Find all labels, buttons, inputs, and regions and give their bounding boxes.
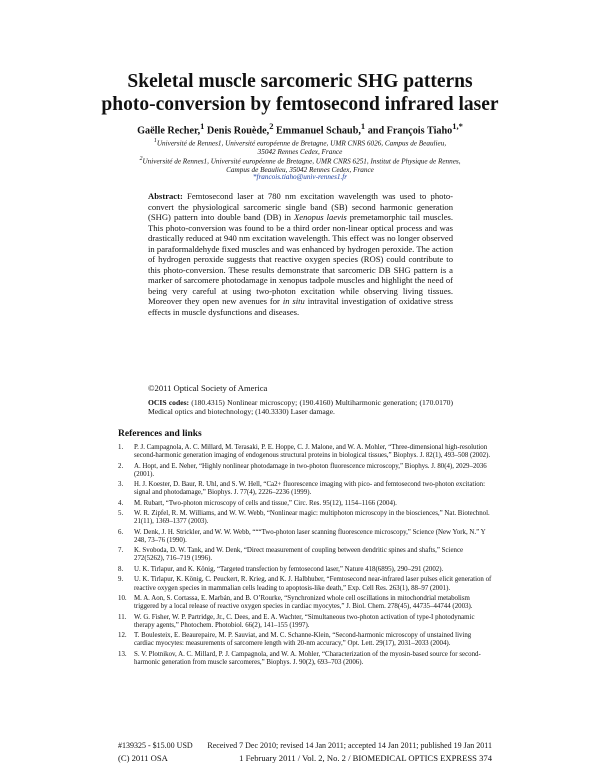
abstract [148, 191, 453, 317]
reference-text: S. V. Plotnikov, A. C. Millard, P. J. Campagnola, and W. A. Mohler, “Characterization of the myosin-based source for second-harmonic generation from muscle sarcomeres,” Biophys. J. 90(2), 693–703 (2006). [134, 650, 481, 666]
abstract-label: Abstract: [148, 191, 183, 201]
copyright-notice: ©2011 Optical Society of America [148, 383, 268, 393]
paper-title [60, 70, 540, 116]
reference-number: 7. [118, 547, 124, 555]
reference-text: W. Denk, J. H. Strickler, and W. W. Webb, “““Two-photon laser scanning fluorescence microscopy,” Science (New York, N.” Y 248, 73–76 (1990). [134, 528, 486, 544]
abstract-in-situ: in situ [282, 296, 305, 306]
reference-item [118, 444, 492, 460]
author-name: Emmanuel Schaub, [275, 125, 361, 137]
reference-item [118, 632, 492, 648]
author-list [60, 121, 540, 136]
reference-item [118, 566, 492, 574]
author-affiliation-mark: 1,* [452, 121, 463, 131]
reference-item [118, 500, 492, 508]
ocis-label: OCIS codes: [148, 398, 190, 407]
publication-history: Received 7 Dec 2010; revised 14 Jan 2011; accepted 14 Jan 2011; published 19 Jan 2011 [207, 741, 492, 750]
publisher-copyright: (C) 2011 OSA [118, 753, 168, 763]
reference-text: P. J. Campagnola, A. C. Millard, M. Terasaki, P. E. Hoppe, C. J. Malone, and W. A. Mohler, “Three-dimensional high-resolution second-harmonic generation imaging of endogenous structural proteins in biological tissues,” Biophys. J. 82(1), 493–508 (2002). [134, 444, 491, 460]
reference-number: 6. [118, 528, 124, 536]
author-affiliation-mark: 1 [360, 121, 366, 131]
reference-item [118, 651, 492, 667]
author-affiliation-mark: 2 [269, 121, 274, 131]
ocis-text: (180.4315) Nonlinear microscopy; (190.4160) Multiharmonic generation; (170.0170) Medical optics and biotechnology; (140.3330) Laser damage. [148, 398, 453, 417]
reference-number: 5. [118, 510, 124, 518]
affiliation-mark: 1 [153, 138, 157, 144]
reference-item [118, 463, 492, 479]
reference-number: 12. [118, 632, 127, 640]
reference-item [118, 481, 492, 497]
reference-text: M. Rubart, “Two-photon microscopy of cells and tissue,” Circ. Res. 95(12), 1154–1166 (2004). [134, 499, 397, 507]
reference-number: 9. [118, 576, 124, 584]
abstract-text-2: premetamorphic tail muscles. This photo-conversion was found to be a third order non-linear optical process and was drastically reduced at 940 nm excitation wavelength. This effect was no longer observed in paraformaldehyde fixed muscles and was enhanced by hydrogen peroxide. The action of hydrogen peroxide suggests that reactive oxygen species (ROS) could contribute to this photo-conversion. These results demonstrate that sarcomeric DB SHG pattern is a marker of sarcomere photodamage in xenopus tadpole muscles and highlight the need of being very careful at using two-photon excitation while observing living tissues. Moreover they open new avenues for [148, 212, 454, 306]
reference-number: 8. [118, 565, 124, 573]
affiliation-2 [70, 155, 530, 175]
abstract-text-1: Femtosecond laser at 780 nm excitation wavelength was used to photo-convert the physiological sarcomeric single band (SB) second harmonic generation (SHG) pattern into double band (DB) in [148, 191, 453, 222]
reference-list [118, 444, 492, 669]
reference-text: A. Hopt, and E. Neher, “Highly nonlinear photodamage in two-photon fluorescence microscopy,” Biophys. J. 80(4), 2029–2036 (2001). [134, 462, 487, 478]
abstract-species: Xenopus laevis [294, 212, 347, 222]
reference-text: U. K. Tirlapur, K. König, C. Peuckert, R. Krieg, and K. J. Halbhuber, “Femtosecond near-infrared laser pulses elicit generation of reactive oxygen species in mammalian cells leading to apoptosis-like death,” Exp. Cell Res. 263(1), 88–97 (2001). [134, 576, 492, 592]
title-line-1: Skeletal muscle sarcomeric SHG patterns [127, 71, 473, 92]
corresponding-email[interactable]: *francois.tiaho@univ-rennes1.fr [252, 173, 348, 181]
affiliation-2-line-1: Université de Rennes1, Université européenne de Bretagne, UMR CNRS 6251, Institut de Physique de Rennes, [142, 157, 461, 166]
affiliation-1-line-2: 35042 Rennes Cedex, France [257, 147, 343, 156]
reference-text: U. K. Tirlapur, and K. König, “Targeted transfection by femtosecond laser,” Nature 418(6895), 290–291 (2002). [134, 565, 444, 573]
reference-number: 11. [118, 613, 127, 621]
reference-text: M. A. Aon, S. Cortassa, E. Marbán, and B. O’Rourke, “Synchronized whole cell oscillations in mitochondrial metabolism triggered by a local release of reactive oxygen species in cardiac myocytes,” J. Biol. Chem. 278(45), 44735–44744 (2003). [134, 595, 473, 611]
article-price: #139325 - $15.00 USD [118, 741, 193, 750]
author-affiliation-mark: 1 [200, 121, 205, 131]
reference-number: 10. [118, 595, 127, 603]
reference-item [118, 510, 492, 526]
reference-text: W. G. Fisher, W. P. Partridge, Jr., C. Dees, and E. A. Wachter, “Simultaneous two-photon activation of type-I photodynamic therapy agents,” Photochem. Photobiol. 66(2), 141–155 (1997). [134, 613, 475, 629]
reference-item [118, 529, 492, 545]
author-name: Denis Rouède, [206, 125, 270, 137]
reference-item [118, 595, 492, 611]
journal-citation: 1 February 2011 / Vol. 2, No. 2 / BIOMEDICAL OPTICS EXPRESS 374 [239, 753, 492, 763]
abstract-text-3: intravital investigation of oxidative stress effects in muscle dysfunctions and diseases. [148, 296, 454, 317]
reference-number: 3. [118, 481, 124, 489]
affiliation-2-line-2: Campus de Beaulieu, 35042 Rennes Cedex, France [226, 165, 374, 174]
reference-item [118, 614, 492, 630]
affiliation-mark: 2 [139, 156, 143, 162]
references-heading: References and links [118, 429, 202, 439]
reference-text: K. Svoboda, D. W. Tank, and W. Denk, “Direct measurement of coupling between dendritic spines and shafts,” Science 272(5262), 716–719 (1996). [134, 547, 464, 563]
reference-number: 13. [118, 650, 127, 658]
affiliation-1-line-1: Université de Rennes1, Université européenne de Bretagne, UMR CNRS 6026, Campus de Beaulieu, [156, 139, 447, 148]
reference-item [118, 547, 492, 563]
author-name: Gaëlle Recher, [137, 125, 201, 137]
reference-text: W. R. Zipfel, R. M. Williams, and W. W. Webb, “Nonlinear magic: multiphoton microscopy in the biosciences,” Nat. Biotechnol. 21(11), 1369–1377 (2003). [134, 510, 490, 526]
author-name: and François Tiaho [367, 125, 453, 137]
reference-text: H. J. Koester, D. Baur, R. Uhl, and S. W. Hell, “Ca2+ fluorescence imaging with pico- and femtosecond two-photon excitation: signal and photodamage,” Biophys. J. 77(4), 2226–2236 (1999). [134, 481, 486, 497]
reference-item [118, 576, 492, 592]
reference-text: T. Boulesteix, E. Beaurepaire, M. P. Sauviat, and M. C. Schanne-Klein, “Second-harmonic microscopy of unstained living cardiac myocytes: measurements of sarcomere length with 20-nm accuracy,” Opt. Lett. 29(17), 2031–2033 (2004). [134, 632, 472, 648]
reference-number: 1. [118, 444, 124, 451]
affiliation-1 [70, 137, 530, 157]
ocis-codes [148, 398, 453, 416]
title-line-2: photo-conversion by femtosecond infrared laser [101, 94, 499, 115]
reference-number: 4. [118, 499, 124, 507]
reference-number: 2. [118, 462, 124, 470]
